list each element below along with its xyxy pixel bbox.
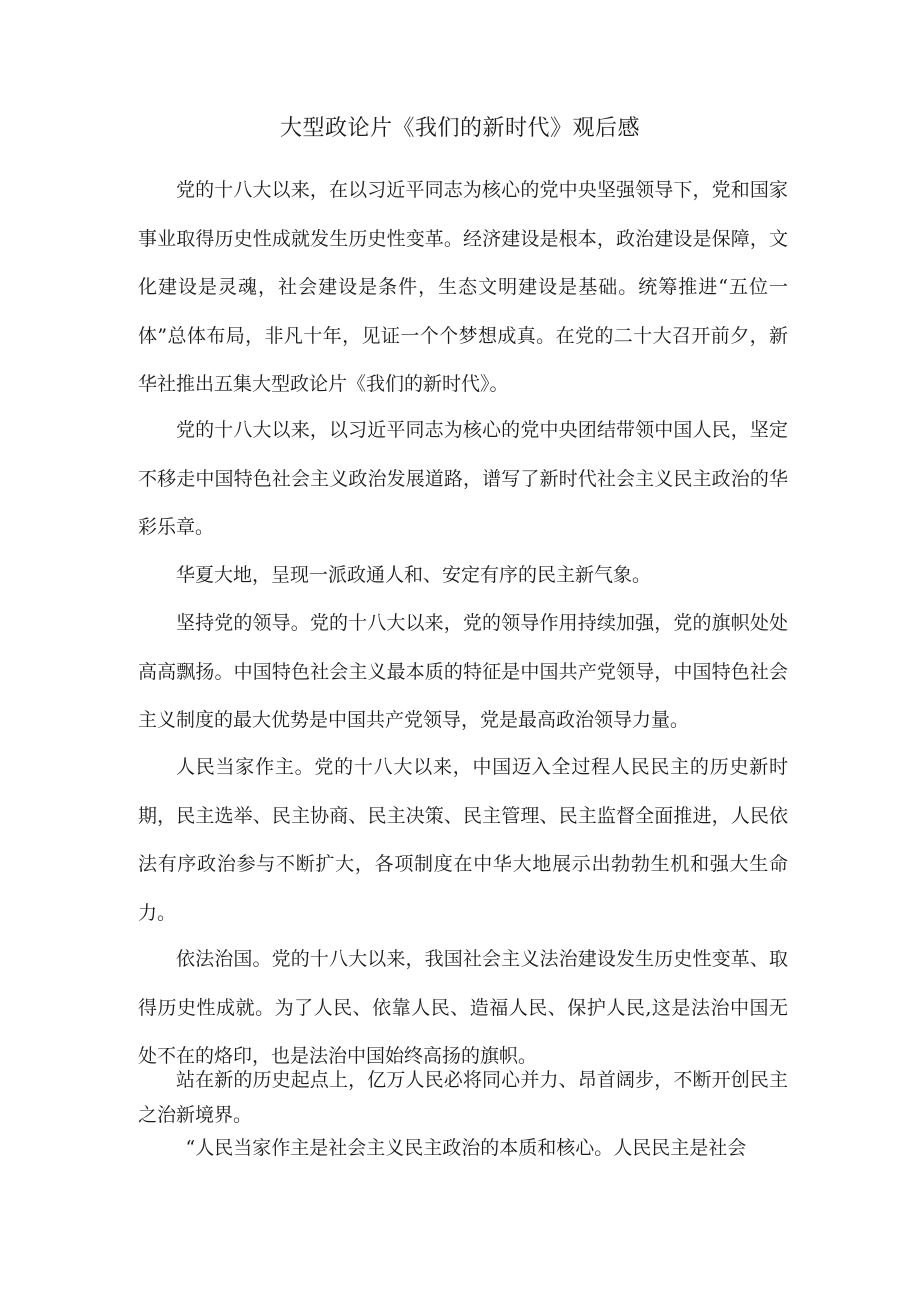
paragraph-1: 党的十八大以来，在以习近平同志为核心的党中央坚强领导下，党和国家事业取得历史性成就发生历史性变革。经济建设是根本，政治建设是保障，文化建设是灵魂，社会建设是条件，生态文明建设是基础。统筹推进“五位一体”总体布局，非凡十年，见证一个个梦想成真。在党的二十大召开前夕，新华社推出五集大型政论片《我们的新时代》。 — [138, 179, 788, 396]
document-title: 大型政论片《我们的新时代》观后感 — [279, 116, 640, 141]
paragraph-3: 华夏大地，呈现一派政通人和、安定有序的民主新气象。 — [176, 564, 652, 586]
paragraph-5: 人民当家作主。党的十八大以来，中国迈入全过程人民民主的历史新时期，民主选举、民主协商、民主决策、民主管理、民主监督全面推进，人民依法有序政治参与不断扩大，各项制度在中华大地展示出勃勃生机和强大生命力。 — [138, 756, 788, 924]
paragraph-4: 坚持党的领导。党的十八大以来，党的领导作用持续加强，党的旗帜处处高高飘扬。中国特色社会主义最本质的特征是中国共产党领导，中国特色社会主义制度的最大优势是中国共产党领导，党是最高政治领导力量。 — [138, 612, 788, 732]
paragraph-7: 站在新的历史起点上，亿万人民必将同心并力、昂首阔步，不断开创民主之治新境界。 — [138, 1069, 788, 1126]
paragraph-8: “人民当家作主是社会主义民主政治的本质和核心。人民民主是社会 — [185, 1137, 747, 1159]
paragraph-2: 党的十八大以来，以习近平同志为核心的党中央团结带领中国人民，坚定不移走中国特色社会主义政治发展道路，谱写了新时代社会主义民主政治的华彩乐章。 — [138, 419, 788, 539]
paragraph-6: 依法治国。党的十八大以来，我国社会主义法治建设发生历史性变革、取得历史性成就。为了人民、依靠人民、造福人民、保护人民,这是法治中国无处不在的烙印，也是法治中国始终高扬的旗帜。 — [138, 948, 788, 1068]
